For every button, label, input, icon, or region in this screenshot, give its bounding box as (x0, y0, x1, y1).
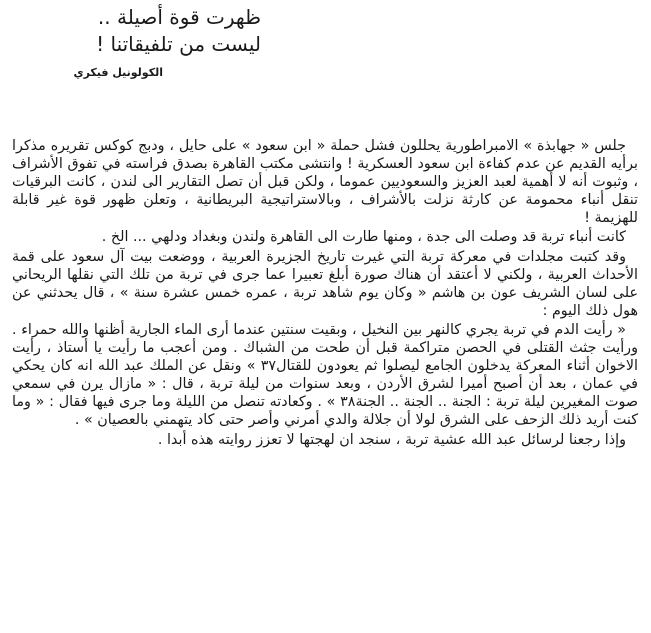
epigraph (41, 4, 261, 58)
epigraph-line-1: ظهرت قوة أصيلة .. (97, 5, 261, 29)
paragraph-1: جلس « جهابذة » الامبراطورية يحللون فشل حملة « ابن سعود » على حايل ، ودبج كوكس تقريره مذكرا برأيه القديم عن عدم كفاءة ابن سعود العسكرية ! وانتشى مكتب القاهرة بصدق فراسته في تفوق الأشراف ، وثبوت أنه لا أهمية لعبد العزيز والسعوديين عموما ، ولكن قبل أن تصل التقارير الى لندن ، كانت البرقيات تنقل أنباء محمومة عن كارثة نزلت بالأشراف ، وبالاستراتيجية البريطانية ، وتعلن ظهور قوة غير قابلة للهزيمة ! (12, 138, 638, 227)
paragraph-4: « رأيت الدم في تربة يجري كالنهر بين النخيل ، وبقيت سنتين عندما أرى الماء الجارية أظنها والله حمراء . ورأيت جثث القتلى في الحصن متراكمة قبل أن طحت من الشباك . ومن أعجب ما رأيت يا أستاذ ، رأيت الاخوان أثناء المعركة يدخلون الجامع ليصلوا ثم يعودون للقتال٣٧ » ونقل عن الملك عبد الله انه كان يحكي في عمان ، بعد أن أصبح أميرا لشرق الأردن ، وبعد سنوات من ليلة تربة ، قال : « مازال يرن في سمعي صوت المغيرين ليلة تربة : الجنة .. الجنة .. الجنة٣٨ » . وكعادته تنصل من الليلة وما جرى فيها فقال : « وما كنت أريد ذلك الزحف على الشرق لولا أن جلالة والدي أمرني وأصر حتى كاد يتهمني بالعصيان » . (12, 321, 638, 429)
epigraph-author: الكولونيل فيكري (73, 66, 163, 79)
paragraph-5: وإذا رجعنا لرسائل عبد الله عشية تربة ، سنجد ان لهجتها لا تعزز روايته هذه أبدا . (157, 431, 626, 448)
paragraph-3: وقد كتبت مجلدات في معركة تربة التي غيرت تاريخ الجزيرة العربية ، ووضعت بيت آل سعود على قمة الأحداث العربية ، ولكني لا أعتقد أن هناك صورة أبلغ تعبيرا عما جرى في تربة من تلك التي نقلها الريحاني على لسان الشريف عون بن هاشم « وكان يوم شاهد تربة ، عمره خمس عشرة سنة » ، قال يحدثني عن هول ذلك اليوم : (12, 248, 638, 319)
paragraph-2: كانت أنباء تربة قد وصلت الى جدة ، ومنها طارت الى القاهرة ولندن وبغداد ودلهي ... الخ . (101, 229, 626, 246)
body-text (12, 137, 638, 449)
epigraph-line-2: ليست من تلفيقاتنا ! (96, 32, 261, 56)
